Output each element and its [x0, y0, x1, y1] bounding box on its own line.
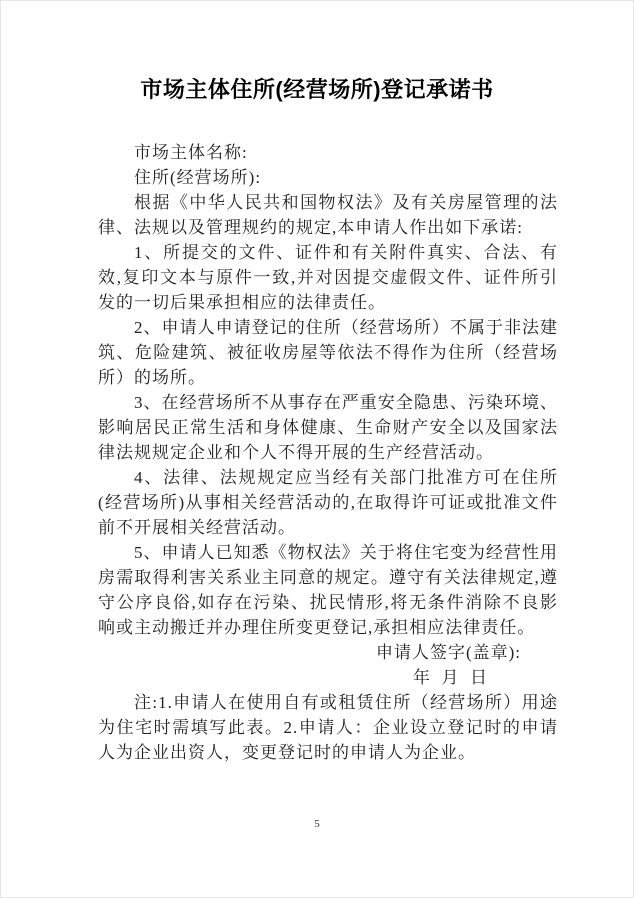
commitment-item-3: 3、在经营场所不从事存在严重安全隐患、污染环境、影响居民正常生活和身体健康、生命财产安全以及国家法律法规规定企业和个人不得开展的生产经营活动。 — [98, 393, 558, 462]
signature-date-line: 年 月 日 — [413, 668, 488, 687]
document-title: 市场主体住所(经营场所)登记承诺书 — [140, 77, 494, 102]
commitment-item-4: 4、法律、法规规定应当经有关部门批准方可在住所(经营场所)从事相关经营活动的,在取得许可证或批准文件前不开展相关经营活动。 — [98, 468, 558, 537]
commitment-item-1: 1、所提交的文件、证件和有关附件真实、合法、有效,复印文本与原件一致,并对因提交虚假文件、证件所引发的一切后果承担相应的法律责任。 — [98, 243, 558, 312]
field-market-entity-name: 市场主体名称: — [134, 143, 248, 162]
commitment-item-2: 2、申请人申请登记的住所（经营场所）不属于非法建筑、危险建筑、被征收房屋等依法不得作为住所（经营场所）的场所。 — [98, 318, 558, 387]
document-body — [98, 140, 558, 765]
applicant-signature-label: 申请人签字(盖章): — [375, 643, 521, 662]
page-number: 5 — [314, 818, 320, 830]
intro-paragraph: 根据《中华人民共和国物权法》及有关房屋管理的法律、法规以及管理规约的规定,本申请人作出如下承诺: — [98, 193, 558, 237]
field-address: 住所(经营场所): — [134, 168, 262, 187]
notes-paragraph: 注:1.申请人在使用自有或租赁住所（经营场所）用途为住宅时需填写此表。2.申请人：企业设立登记时的申请人为企业出资人，变更登记时的申请人为企业。 — [98, 693, 558, 762]
commitment-item-5: 5、申请人已知悉《物权法》关于将住宅变为经营性用房需取得利害关系业主同意的规定。遵守有关法律规定,遵守公序良俗,如存在污染、扰民情形,将无条件消除不良影响或主动搬迁并办理住所变更登记,承担相应法律责任。 — [98, 543, 558, 637]
